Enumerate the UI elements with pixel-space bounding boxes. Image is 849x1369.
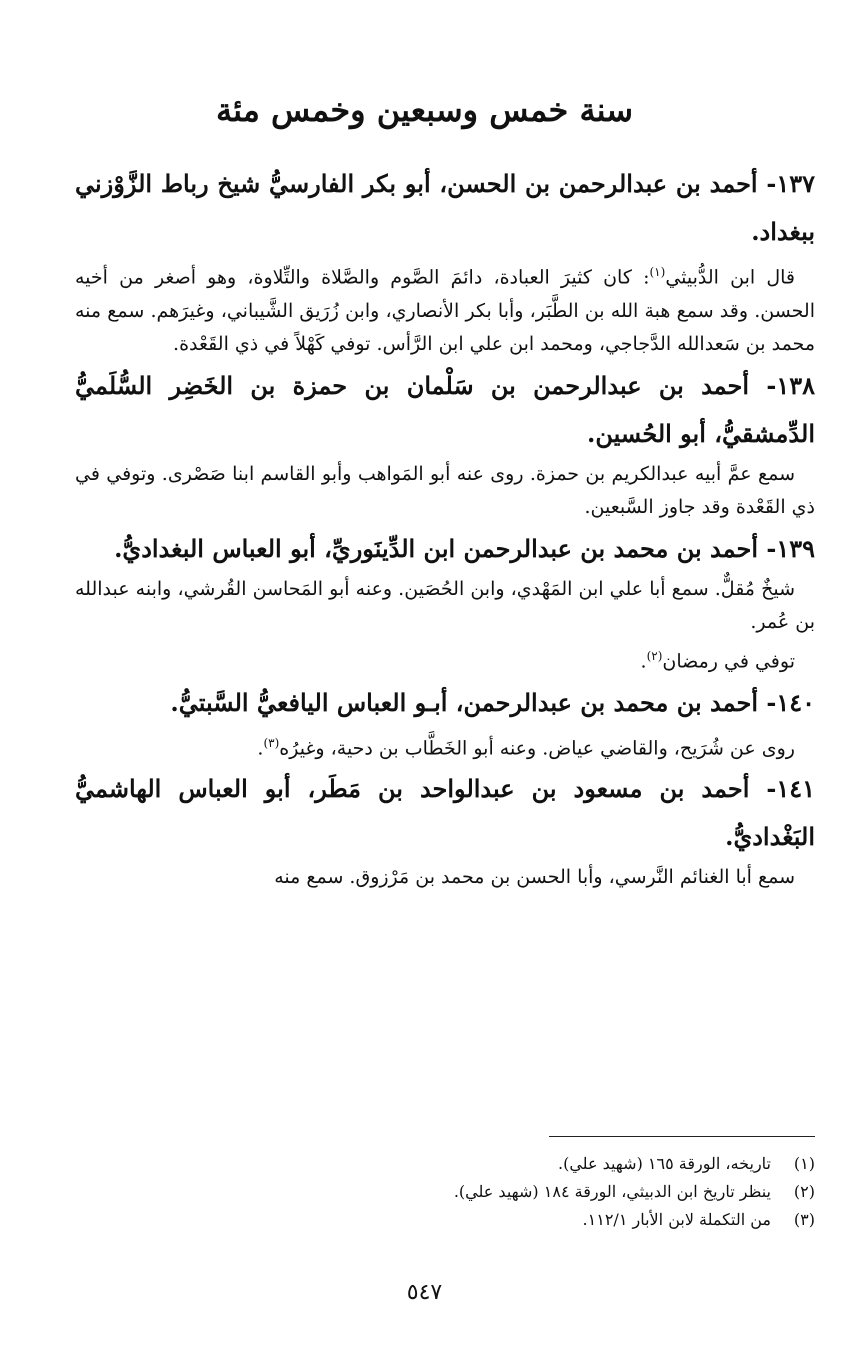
footnote-item — [75, 1178, 815, 1206]
entry-text: شيخٌ مُقلٌّ. سمع أبا علي ابن المَهْدي، وابن الحُصَين. وعنه أبو المَحاسن القُرشي، وابنه عبدالله بن عُمر. — [75, 577, 815, 634]
footnote-number: (٢) — [793, 1182, 815, 1201]
entry-text-part: : كان كثيرَ العبادة، دائمَ الصَّوم والصَّلاة والتِّلاوة، وهو أصغر من أخيه الحسن. وقد سمع هبة الله بن الطَّبَر، وأبا بكر الأنصاري، وابن زُرَيق الشَّيباني، وغيرَهم. سمع منه محمد بن سَعدالله الدَّجاجي، ومحمد ابن علي ابن الرَّأس. توفي كَهْلاً في ذي القَعْدة. — [75, 266, 815, 356]
entry-text-part: . — [640, 650, 647, 673]
entry-heading: ١٣٩- أحمد بن محمد بن عبدالرحمن ابن الدِّينَوريِّ، أبو العباس البغداديُّ. — [114, 533, 815, 563]
footnote-item — [75, 1150, 815, 1178]
footnote-ref: (٢) — [646, 648, 663, 663]
entry-141 — [75, 765, 815, 895]
entry-text-part: . — [257, 736, 264, 759]
entry-139 — [75, 525, 815, 679]
entry-text — [75, 256, 815, 362]
footnote-text: ينظر تاريخ ابن الدبيثي، الورقة ١٨٤ (شهيد علي). — [453, 1182, 771, 1201]
entry-140 — [75, 679, 815, 766]
footnote-text: تاريخه، الورقة ١٦٥ (شهيد علي). — [557, 1154, 771, 1173]
entry-138 — [75, 362, 815, 525]
footnote-ref: (١) — [649, 265, 666, 279]
entry-text-death — [75, 640, 815, 679]
entry-heading: ١٣٨- أحمد بن عبدالرحمن بن سَلْمان بن حمزة بن الخَضِر السُّلَميُّ الدِّمشقيُّ، أبو الحُسين. — [75, 370, 815, 448]
entry-heading: ١٤٠- أحمد بن محمد بن عبدالرحمن، أبـو العباس اليافعيُّ السَّبتيُّ. — [170, 687, 815, 717]
entry-text-part: توفي في رمضان — [662, 650, 795, 673]
footnote-number: (١) — [793, 1154, 815, 1173]
entry-heading: ١٤١- أحمد بن مسعود بن عبدالواحد بن مَطَر، أبو العباس الهاشميُّ البَغْداديُّ. — [75, 774, 815, 852]
footnote-text: من التكملة لابن الأبار ١١٢/١. — [582, 1210, 771, 1229]
entries-section — [75, 160, 815, 895]
footnote-ref: (٣) — [263, 735, 280, 750]
page-title: سنة خمس وسبعين وخمس مئة — [215, 91, 634, 129]
entry-text-part: روى عن شُرَيح، والقاضي عياض. وعنه أبو الخَطَّاب بن دحية، وغيرُه — [279, 736, 795, 759]
footnote-item — [75, 1206, 815, 1234]
entry-text-part: قال ابن الدُّبيثي — [665, 266, 796, 289]
entry-text: سمع أبا الغنائم النَّرسي، وأبا الحسن بن محمد بن مَرْزوق. سمع منه — [274, 866, 795, 889]
entry-137 — [75, 160, 815, 362]
entry-heading: ١٣٧- أحمد بن عبدالرحمن بن الحسن، أبو بكر الفارسيُّ شيخ رباط الزَّوْزني ببغداد. — [75, 169, 815, 246]
footnote-number: (٣) — [793, 1210, 815, 1229]
page-number: ٥٤٧ — [406, 1280, 443, 1305]
footnotes-section — [75, 1150, 815, 1234]
entry-text: سمع عمَّ أبيه عبدالكريم بن حمزة. روى عنه أبو المَواهب وأبو القاسم ابنا صَصْرى. وتوفي في ذي القَعْدة وقد جاوز السَّبعين. — [75, 462, 815, 519]
entry-text — [75, 727, 815, 766]
footnote-divider — [549, 1136, 815, 1137]
